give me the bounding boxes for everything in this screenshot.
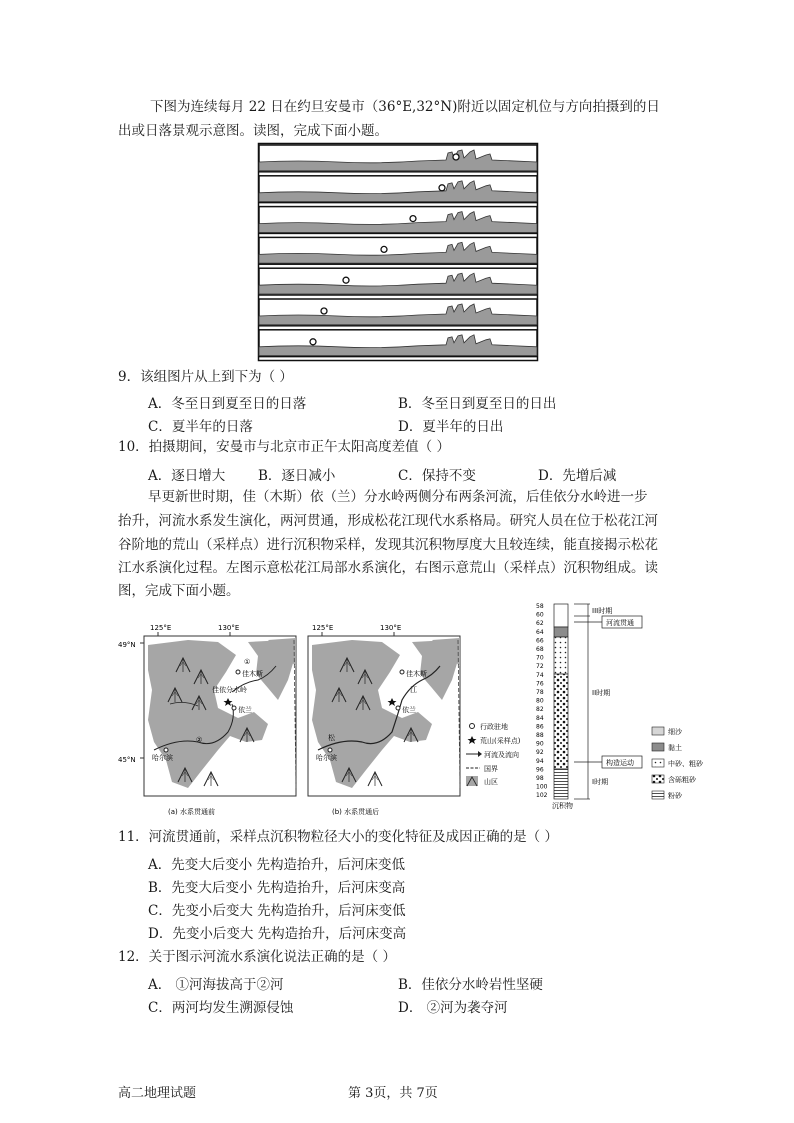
map-a-jiamusi: 佳木斯 [242,670,263,678]
depth-label: 86 [536,723,544,731]
legend-sample: 荒山(采样点) [480,737,521,745]
q11-option-b[interactable]: B．先变大后变小 先构造抬升，后河床变高 [148,880,406,896]
q9-option-b[interactable]: B．冬至日到夏至日的日出 [398,396,557,412]
sun-icon [321,308,327,314]
sun-panel [259,330,537,357]
map-a-yilan: 依兰 [238,706,252,714]
map-a-lat1: 49°N [118,641,136,649]
sediment-legend [652,727,704,800]
sed-medium-coarse: 中砂、粗砂 [668,760,703,768]
intro2-line3: 谷阶地的荒山（采样点）进行沉积物采样，发现其沉积物厚度大且较连续，能直接揭示松花 [118,537,658,553]
depth-label: 92 [536,749,544,757]
depth-label: 70 [536,654,544,662]
intro1-line2: 出或日落景观示意图。读图，完成下面小题。 [118,123,388,139]
depth-label: 62 [536,620,544,628]
depth-label: 60 [536,611,544,619]
q11-option-d[interactable]: D．先变小后变大 先构造抬升，后河床变高 [148,926,407,942]
depth-label: 88 [536,732,544,739]
depth-label: 80 [536,697,544,705]
q12-option-c[interactable]: C．两河均发生溯源侵蚀 [148,1000,294,1016]
q11-stem: 11．河流贯通前，采样点沉积物粒径大小的变化特征及成因正确的是（ ） [118,829,558,845]
map-a-river1: ① [244,658,251,666]
river-evolution-figure [118,600,703,822]
legend-admin: 行政驻地 [480,723,508,731]
map-a-caption: (a) 水系贯通前 [168,808,215,816]
intro2-line5: 图，完成下面小题。 [118,583,240,599]
period-1: I时期 [592,778,609,786]
period-2: II时期 [592,689,611,697]
map-b-lon2: 130°E [380,624,402,632]
q9-option-c[interactable]: C．夏半年的日落 [148,419,253,435]
depth-label: 96 [536,766,544,774]
depth-label: 66 [536,637,544,645]
sun-panel [259,207,537,234]
depth-label: 64 [536,628,544,636]
depth-label: 82 [536,706,544,714]
q9-stem: 9．该组图片从上到下为（ ） [118,369,293,385]
map-a-divide: 佳依分水岭 [212,686,247,694]
q12-option-b[interactable]: B．佳依分水岭岩性坚硬 [398,977,543,993]
intro2-line2: 抬升，河流水系发生演化，两河贯通，形成松花江现代水系格局。研究人员在位于松花江河 [118,513,658,529]
sun-panel [259,299,537,326]
sediment-column [536,603,642,810]
sed-gravelly-coarse: 含砾粗砂 [668,776,696,784]
q12-stem: 12．关于图示河流水系演化说法正确的是（ ） [118,949,396,965]
map-b-harbin: 哈尔滨 [316,754,337,762]
depth-label: 100 [536,783,548,791]
depth-label: 94 [536,757,544,765]
q11-option-a[interactable]: A．先变大后变小 先构造抬升，后河床变低 [148,857,406,873]
depth-label: 98 [536,775,544,782]
q12-option-d[interactable]: D． ②河为袭夺河 [398,1000,508,1016]
sun-icon [453,154,459,160]
q9-option-a[interactable]: A．冬至日到夏至日的日落 [148,396,307,412]
map-a-harbin: 哈尔滨 [152,754,173,762]
q10-option-c[interactable]: C．保持不变 [398,468,476,484]
sed-fine-sand: 细沙 [668,728,682,736]
map-b-lon1: 125°E [312,624,334,632]
map-a-river2: ② [196,736,203,744]
sun-icon [310,339,316,345]
map-a [118,624,296,816]
intro2-line4: 江水系演化过程。左图示意松花江局部水系演化，右图示意荒山（采样点）沉积物组成。读 [118,560,658,576]
legend-mountain: 山区 [484,778,498,786]
sun-panel [259,268,537,295]
sed-clay: 黏土 [668,744,682,752]
sun-panel [259,145,537,172]
map-b-caption: (b) 水系贯通后 [332,808,380,816]
q10-stem: 10．拍摄期间，安曼市与北京市正午太阳高度差值（ ） [118,439,450,455]
depth-label: 90 [536,740,544,748]
event-tectonic: 构造运动 [606,759,634,767]
depth-label: 102 [536,792,548,800]
sun-panel [259,176,537,203]
footer-page-number: 第 3页，共 7页 [348,1086,438,1101]
depth-label: 74 [536,671,544,679]
sun-panel [259,237,537,264]
map-a-lon2: 130°E [218,624,240,632]
map-a-lat2: 45°N [118,756,136,764]
depth-label: 84 [536,714,544,722]
map-a-lon1: 125°E [150,624,172,632]
map-b-songhua: 松 [328,734,335,742]
column-bottom-label: 沉积物 [552,802,573,810]
sun-icon [439,185,445,191]
map-b [308,624,460,816]
intro2-line1: 早更新世时期，佳（木斯）依（兰）分水岭两侧分布两条河流，后佳依分水岭进一步 [148,489,648,505]
sun-icon [381,246,387,252]
legend-border: 国界 [484,765,498,773]
q9-option-d[interactable]: D．夏半年的日出 [398,419,504,435]
sun-icon [343,277,349,283]
depth-label: 72 [536,663,544,671]
depth-label: 76 [536,680,544,688]
q11-option-c[interactable]: C．先变小后变大 先构造抬升，后河床变低 [148,903,406,919]
depth-label: 58 [536,603,544,610]
map-b-jiamusi: 佳木斯 [406,670,427,678]
legend-river: 河流及流向 [484,751,519,759]
footer-title: 高二地理试题 [118,1086,197,1101]
sed-silt: 粉砂 [668,792,682,800]
map-b-yilan: 依兰 [402,706,416,714]
sun-icon [410,216,416,222]
q12-option-a[interactable]: A． ①河海拔高于②河 [148,977,284,993]
event-river-connect: 河流贯通 [606,619,634,627]
depth-label: 78 [536,689,544,696]
period-3: III时期 [592,607,613,615]
intro1-line1: 下图为连续每月 22 日在约旦安曼市（36°E,32°N)附近以固定机位与方向拍摄到的日 [150,99,660,115]
map-legend [466,722,521,786]
sun-panels-figure [258,143,538,361]
depth-label: 68 [536,646,544,653]
map-b-jiang: 江 [410,686,417,694]
q10-option-a[interactable]: A．逐日增大 [148,468,226,484]
q10-option-b[interactable]: B．逐日减小 [258,468,336,484]
q10-option-d[interactable]: D．先增后减 [538,468,617,484]
